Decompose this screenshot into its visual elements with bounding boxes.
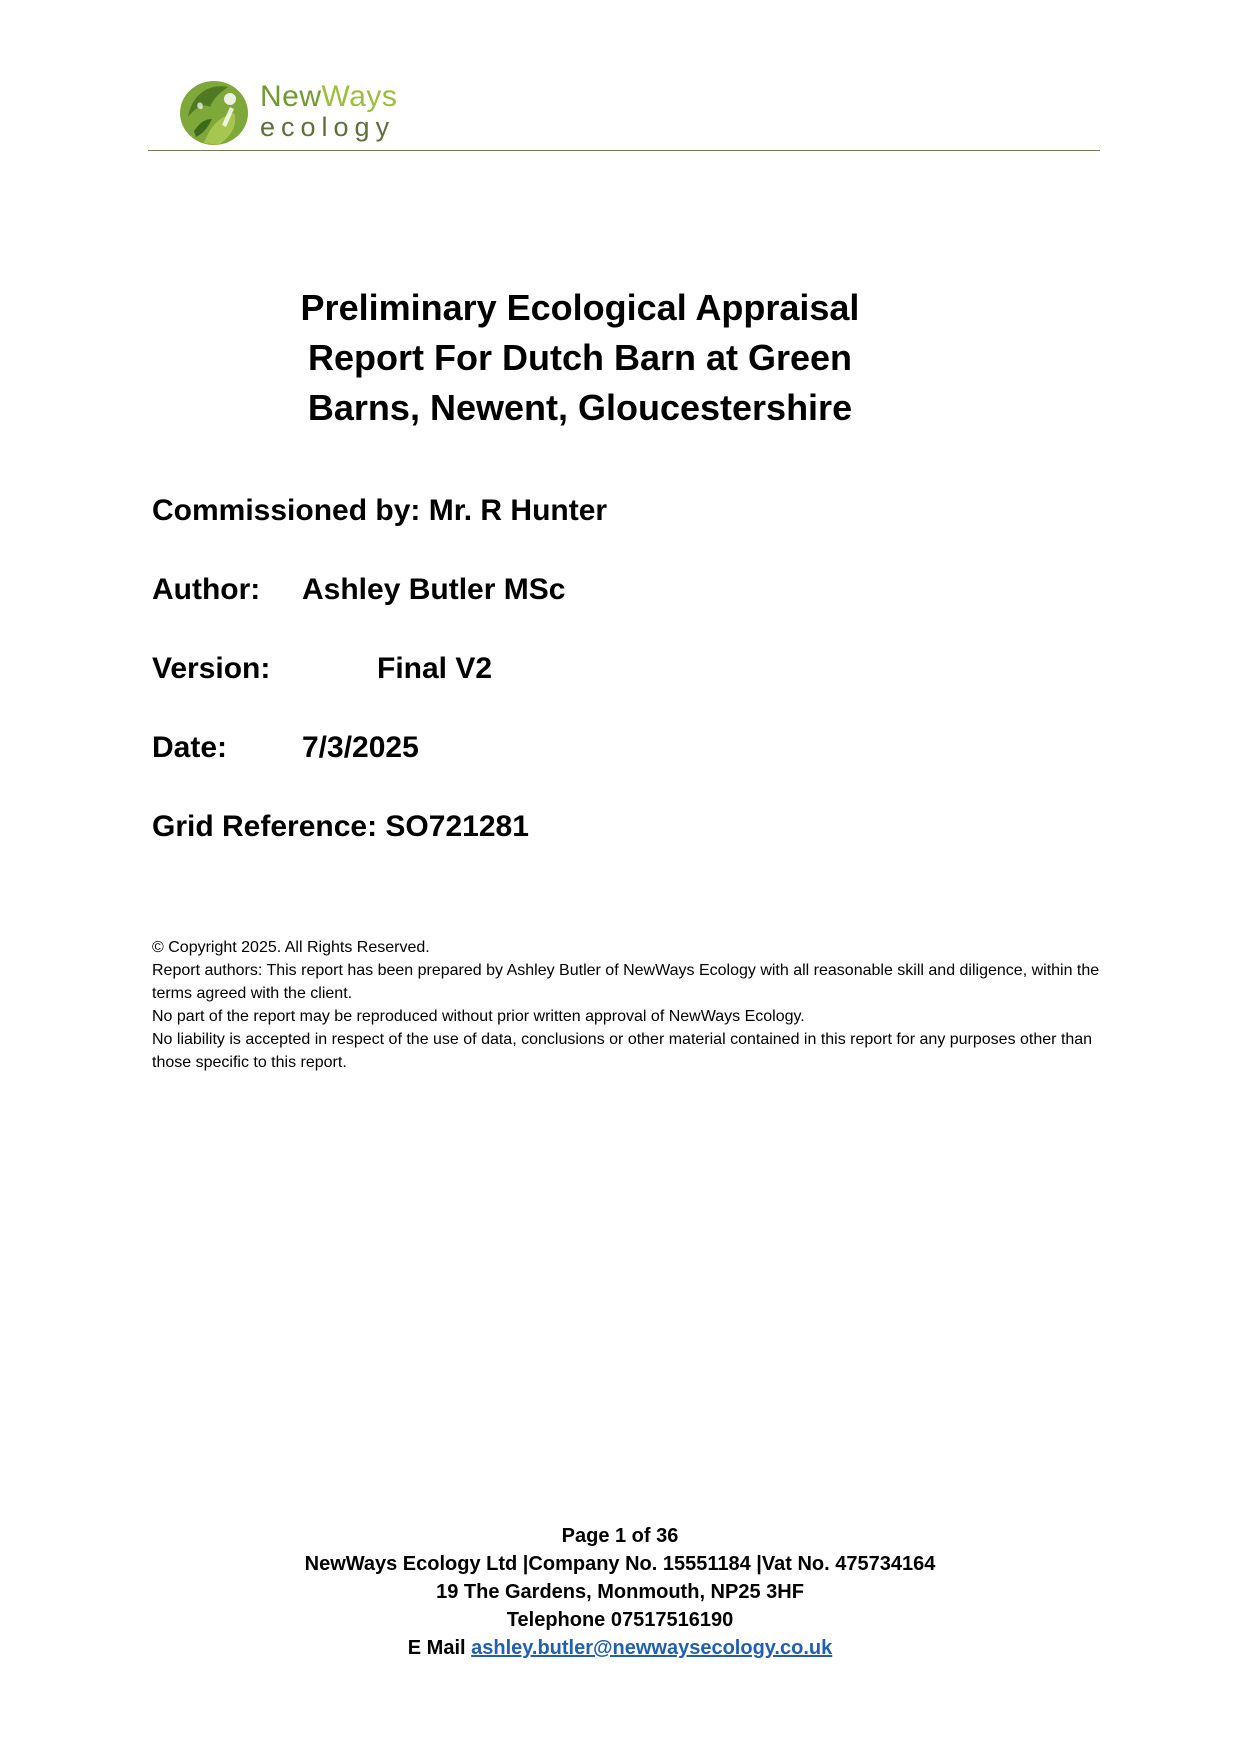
date-value: 7/3/2025: [302, 731, 419, 764]
company-address: 19 The Gardens, Monmouth, NP25 3HF: [436, 1581, 804, 1603]
page-footer: [120, 1522, 1120, 1662]
company-telephone: Telephone 07517516190: [506, 1609, 734, 1631]
commissioned-value: Mr. R Hunter: [428, 494, 608, 527]
logo-wordmark: [260, 79, 398, 142]
logo-word-ecology: ecology: [260, 111, 396, 142]
commissioned-label: Commissioned by:: [152, 494, 421, 527]
version-field: [152, 652, 493, 686]
date-field: [152, 731, 419, 765]
author-field: [152, 573, 566, 607]
reproduction-statement: No part of the report may be reproduced without prior written approval of NewWays Ecology.: [152, 1008, 805, 1025]
liability-statement: No liability is accepted in respect of the use of data, conclusions or other material contained in this report for any purposes other than those specific to this report.: [152, 1031, 1093, 1071]
email-label: E Mail: [407, 1637, 466, 1659]
grid-reference-value: SO721281: [385, 810, 529, 843]
version-label: Version:: [152, 652, 271, 685]
email-link[interactable]: ashley.butler@newwaysecology.co.uk: [471, 1637, 833, 1659]
page-number: Page 1 of 36: [561, 1525, 679, 1547]
company-logo: [174, 74, 397, 148]
grid-reference-label: Grid Reference:: [152, 810, 378, 843]
title-line-1: Preliminary Ecological Appraisal: [300, 287, 860, 328]
copyright-notice: [152, 936, 1102, 1074]
report-authors-statement: Report authors: This report has been prepared by Ashley Butler of NewWays Ecology with all reasonable skill and diligence, within the terms agreed with the client.: [152, 962, 1100, 1002]
copyright-line: © Copyright 2025. All Rights Reserved.: [152, 939, 430, 956]
title-line-2: Report For Dutch Barn at Green: [307, 337, 853, 378]
logo-word-new: New: [260, 79, 322, 113]
page-header: [148, 70, 1100, 151]
newways-ecology-logo-icon: [174, 73, 254, 149]
author-value: Ashley Butler MSc: [302, 573, 566, 606]
title-line-3: Barns, Newent, Gloucestershire: [307, 387, 853, 428]
logo-word-ways: Ways: [321, 79, 398, 113]
author-label: Author:: [152, 573, 261, 606]
email-line: [120, 1634, 1120, 1662]
grid-reference-field: [152, 810, 529, 844]
commissioned-by-field: [152, 494, 607, 528]
company-details: NewWays Ecology Ltd |Company No. 15551184 |Vat No. 475734164: [304, 1553, 936, 1575]
date-label: Date:: [152, 731, 228, 764]
report-title: [250, 283, 910, 433]
version-value: Final V2: [377, 652, 493, 685]
